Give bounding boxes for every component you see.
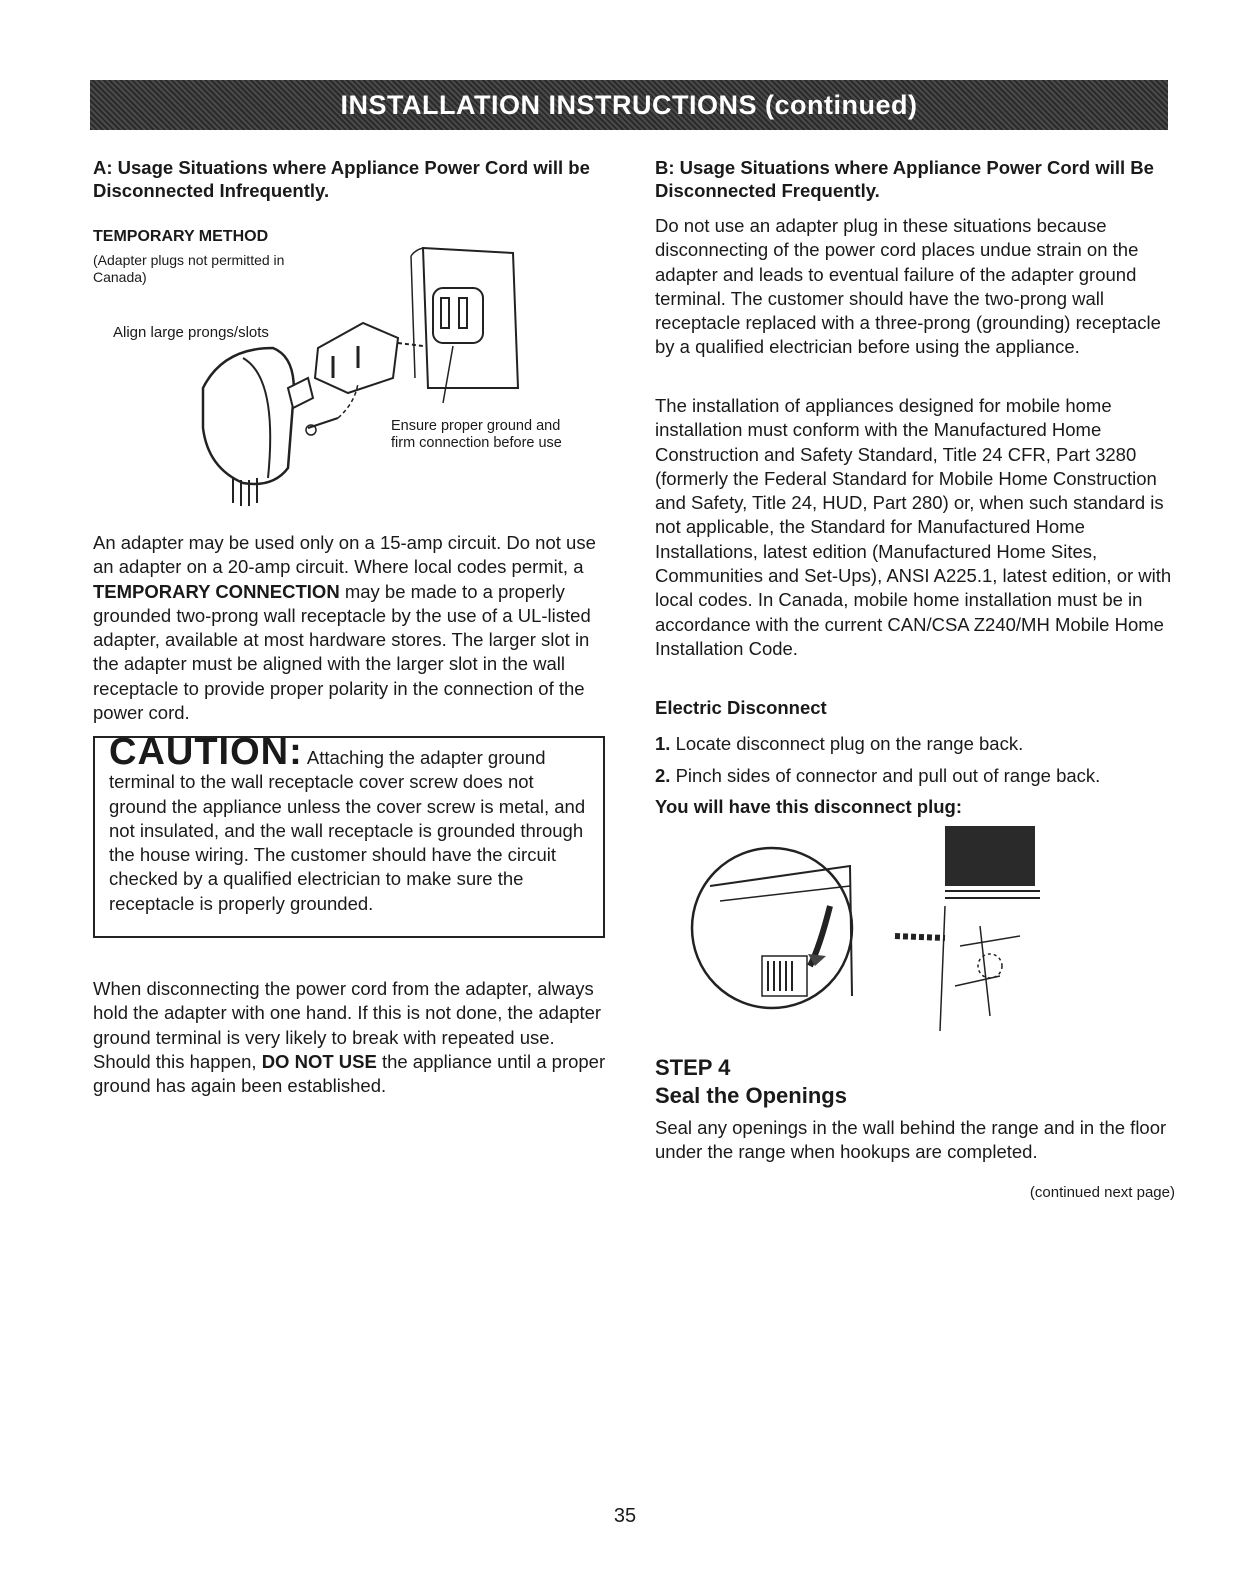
- electric-disconnect-heading: Electric Disconnect: [655, 697, 827, 718]
- caution-box: [93, 731, 605, 938]
- adapter-figure: [93, 228, 593, 518]
- disconnect-paragraph: When disconnecting the power cord from the adapter, always hold the adapter with one hand. If this is not done, the adapter ground terminal is very likely to break with repeated use. Should this happen, DO NOT USE the appliance until a proper ground has again been established.: [93, 978, 606, 1097]
- right-heading: B: Usage Situations where Appliance Power Cord will Be Disconnected Frequently.: [655, 157, 1154, 201]
- ground-label: Ensure proper ground and firm connection before use: [391, 418, 562, 451]
- disconnect-plug-figure: [690, 816, 1050, 1038]
- step-1: 1. Locate disconnect plug on the range back.: [655, 733, 1024, 754]
- adapter-paragraph: An adapter may be used only on a 15-amp circuit. Do not use an adapter on a 20-amp circuit. Where local codes permit, a TEMPORARY CONNECTION may be made to a properly grounded two-prong wall receptacle by the use of a UL-listed adapter, available at most hardware stores. The larger slot in the adapter must be aligned with the larger slot in the wall receptacle to provide proper polarity in the connection of the power cord.: [93, 532, 596, 724]
- figure-title: TEMPORARY METHOD: [93, 228, 269, 245]
- caution-word: CAUTION:: [109, 731, 303, 773]
- right-paragraph-1: Do not use an adapter plug in these situations because disconnecting of the power cord places undue strain on the adapter and leads to eventual failure of the adapter ground terminal. The customer should have the two-prong wall receptacle replaced with a three-prong (grounding) receptacle by a qualified electrician before using the appliance.: [655, 215, 1161, 358]
- do-not-use-emphasis: DO NOT USE: [261, 1050, 377, 1072]
- continued-note: (continued next page): [1029, 1184, 1175, 1201]
- step-4-label: STEP 4: [655, 1055, 731, 1080]
- step-4-title: Seal the Openings: [655, 1083, 847, 1108]
- step-4-text: Seal any openings in the wall behind the range and in the floor under the range when hookups are completed.: [655, 1117, 1167, 1163]
- figure-note: (Adapter plugs not permitted in Canada): [93, 252, 285, 285]
- left-heading: A: Usage Situations where Appliance Power Cord will be Disconnected Infrequently.: [93, 157, 590, 201]
- align-label: Align large prongs/slots: [113, 324, 269, 341]
- plug-illustration: [690, 816, 1050, 1038]
- step-2: 2. Pinch sides of connector and pull out of range back.: [655, 765, 1101, 787]
- caution-text: Attaching the adapter ground terminal to the wall receptacle cover screw does not ground the appliance unless the cover screw is metal, and not insulated, and the wall receptacle is grounded through the house wiring. The customer should have the circuit checked by a qualified electrician to make sure the receptacle is properly grounded.: [109, 747, 586, 914]
- right-paragraph-2: The installation of appliances designed for mobile home installation must conform with the Manufactured Home Construction and Safety Standard, Title 24 CFR, Part 3280 (formerly the Federal Standard for Mobile Home Construction and Safety, Title 24, HUD, Part 280) or, when such standard is not applicable, the Standard for Manufactured Home Installations, latest edition (Manufactured Home Sites, Communities and Set-Ups), ANSI A225.1, latest edition, or with local codes. In Canada, mobile home installation must be in accordance with the current CAN/CSA Z240/MH Mobile Home Installation Code.: [655, 395, 1172, 659]
- banner-title: INSTALLATION INSTRUCTIONS (continued): [340, 89, 918, 120]
- step-list: [655, 732, 1175, 818]
- plug-heading: You will have this disconnect plug:: [655, 795, 962, 817]
- page-number: 35: [613, 1505, 637, 1527]
- step-4-section: [655, 1054, 1175, 1165]
- temporary-connection-emphasis: TEMPORARY CONNECTION: [93, 580, 340, 602]
- section-banner: [90, 80, 1168, 130]
